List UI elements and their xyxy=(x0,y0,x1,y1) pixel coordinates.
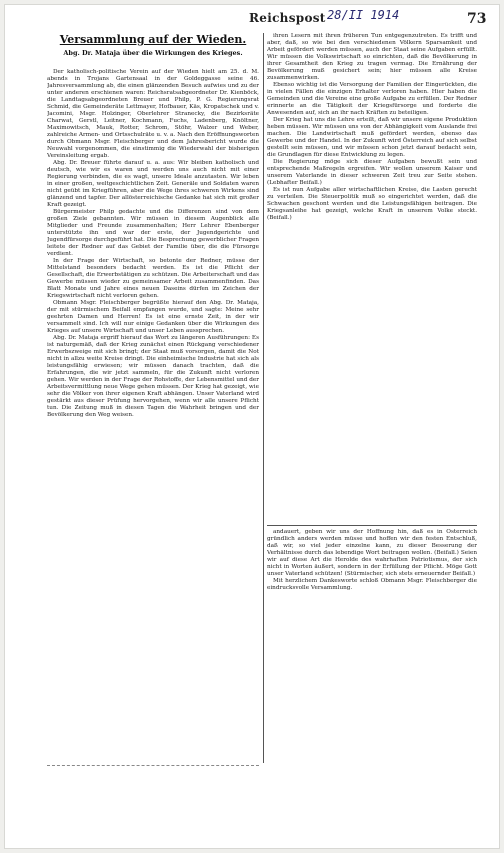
newspaper-name: Reichspost xyxy=(249,11,326,25)
right-column-top xyxy=(267,33,477,523)
paragraph: Die Regierung möge sich dieser Aufgaben bewußt sein und entsprechende Maßregeln ergreifen. Wir wollen unserem Kaiser und unserem Vaterlande in dieser schweren Zeit treu zur Seite stehen. (Lebhafter Beifall.) xyxy=(267,159,477,186)
paragraph: Bürgermeister Philp gedachte und die Differenzen sind von dem großen Ziele gebannten. Wir müssen in diesem Augenblick alle Mitglieder und Freunde zusammenhalten; Herr Lehrer Ebenberger unterstützte ihn und war der erste, der Jugendgerichte und Jugendfürsorge durchgeführt hat. Die Besprechung gewerblicher Fragen leitete der Redner auf das Gebiet der Familie über, die die Fürsorge verdient. xyxy=(47,209,259,257)
handwritten-date: 28/II 1914 xyxy=(327,8,400,22)
paragraph: Ebenso wichtig ist die Versorgung der Familien der Eingerückten, die in vielen Fällen die einzigen Erhalter verloren haben. Hier haben die Gemeinden und die Vereine eine große Aufgabe zu erfüllen. Der Redner erinnerte an die Tätigkeit der Kriegsfürsorge und forderte die Anwesenden auf, sich an ihr nach Kräften zu beteiligen. xyxy=(267,82,477,116)
left-column xyxy=(47,69,259,763)
clipping-edge xyxy=(47,765,259,770)
article-subtitle: Abg. Dr. Mataja über die Wirkungen des Krieges. xyxy=(63,49,243,57)
right-column-bottom xyxy=(267,529,477,634)
paragraph: Abg. Dr. Mataja ergriff hierauf das Wort zu längeren Ausführungen: Es ist naturgemäß, daß der Krieg zunächst einen Rückgang verschiedener Erwerbszweige mit sich bringt; der Staat muß vorsorgen, damit die Not nicht in allzu weite Kreise dringt. Die einheimische Industrie hat sich als leistungsfähig erwiesen; wir müssen danach trachten, daß die Erfahrungen, die wir jetzt sammeln, für die Zukunft nicht verloren gehen. Wir werden in der Frage der Rohstoffe, der Lebensmittel und der Arbeitsvermittlung neue Wege gehen müssen. Der Krieg hat gezeigt, wie sehr die Völker von ihrer eigenen Kraft abhängen. Unser Vaterland wird gestärkt aus dieser Prüfung hervorgehen, wenn wir alle unsere Pflicht tun. Die Zeitung muß in diesen Tagen die Wahrheit bringen und der Bevölkerung den Weg weisen. xyxy=(47,335,259,418)
article-title: Versammlung auf der Wieden. xyxy=(59,33,247,46)
paragraph: Abg. Dr. Breuer führte darauf u. a. aus: Wir bleiben katholisch und deutsch, wie wir es waren und werden uns auch nicht mit einer Regierung verbinden, die es wagt, unsere Ideale anzutasten. Wir leben in einer großen, weltgeschichtlichen Zeit. Generäle und Soldaten waren nicht geübt im Kriegführen, aber die Wege ihres schweren Wirkens sind glänzend und tapfer. Der allösterreichische Gedanke hat sich mit großer Kraft gezeigt. xyxy=(47,160,259,208)
paragraph: andauert, geben wir uns der Hoffnung hin, daß es in Österreich gründlich anders werden müsse und hoffen wir den festen Entschluß, daß wir, so viel jeder einzelne kann, zu dieser Besserung der Verhältnisse durch das lebendige Wort beitragen wollen. (Beifall.) Seien wir auf diese Art die Herolde des wahrhaften Patriotismus, der sich nicht in Worten äußert, sondern in der Erfüllung der Pflicht. Möge Gott unser Vaterland schützen! (Stürmischer, sich stets erneuernder Beifall.) xyxy=(267,529,477,577)
paragraph: Es ist nun Aufgabe aller wirtschaftlichen Kreise, die Lasten gerecht zu verteilen. Die Steuerpolitik muß so eingerichtet werden, daß die Schwachen geschont werden und die Leistungsfähigen beitragen. Die Kriegsanleihe hat gezeigt, welche Kraft in unserem Volke steckt. (Beifall.) xyxy=(267,187,477,221)
column-divider xyxy=(263,33,264,763)
paragraph: Obmann Msgr. Fleischberger begrüßte hierauf den Abg. Dr. Mataja, der mit stürmischem Beifall empfangen wurde, und sagte: Meine sehr geehrten Damen und Herren! Es ist eine ernste Zeit, in der wir versammelt sind. Ich will nur einige Gedanken über die Wirkungen des Krieges auf unsere Wirtschaft und unser Leben aussprechen. xyxy=(47,300,259,334)
paragraph: Mit herzlichem Dankesworte schloß Obmann Msgr. Fleischberger die eindrucksvolle Versammlung. xyxy=(267,578,477,591)
paragraph: Der Krieg hat uns die Lehre erteilt, daß wir unsere eigene Produktion heben müssen. Wir müssen uns von der Abhängigkeit vom Auslande frei machen. Die Landwirtschaft muß gefördert werden, ebenso das Gewerbe und der Handel. In der Zukunft wird Österreich auf sich selbst gestellt sein müssen, und wir müssen schon jetzt darauf bedacht sein, die Grundlagen für diese Entwicklung zu legen. xyxy=(267,117,477,158)
page-number: 73 xyxy=(467,11,487,27)
clipping-sheet xyxy=(4,4,500,849)
paragraph: ihren Lesern mit ihren früheren Tun entgegenzutreten. Es trifft und aber, daß, so wie bei den verschiedenen Völkern Sparsamkeit und Arbeit gefördert werden müssen, auch der Staat seine Aufgaben erfüllt. Wir müssen die Volkswirtschaft so einrichten, daß die Bevölkerung in ihrer Gesamtheit den Krieg zu tragen vermag. Die Ernährung der Bevölkerung muß gesichert sein; hier müssen alle Kreise zusammenwirken. xyxy=(267,33,477,81)
paragraph: Der katholisch-politische Verein auf der Wieden hielt am 25. d. M. abends in Trojans Gartensaal in der Goldeggasse seine 46. Jahresversammlung ab, die einen glänzenden Besuch aufwies und zu der unter anderen erschienen waren: Reichsratsabgeordneter Dr. Kienböck, die Landtagsabgeordneten Breuer und Philp, P. G. Regierungsrat Schmid, die Gemeinderäte Lettmayer, Hofbauer, Käs, Kropatschek und v. Jacomini, Msgr. Holzinger, Oberlehrer Stranecky, die Bezirksräte Charwat, Gerstl, Leitner, Kochmann, Fuchs, Ladenberg, Knöltner, Maximowitsch, Mauk, Rotter, Schrom, Stöhr, Walzer und Weber, zahlreiche Armen- und Ortsschulräte u. v. a. Nach den Eröffnungsworten durch Obmann Msgr. Fleischberger und dem Jahresbericht wurde die Neuwahl vorgenommen, die einstimmig die Wiederwahl der bisherigen Vereinsleitung ergab. xyxy=(47,69,259,159)
paragraph: In der Frage der Wirtschaft, so betonte der Redner, müsse der Mittelstand besonders bedacht werden. Es ist die Pflicht der Gesellschaft, die Erwerbstätigen zu schützen. Die Arbeiterschaft und das Gewerbe müssen wieder zu gemeinsamer Arbeit zusammenfinden. Das Blatt Monate und Jahre eines neuen Daseins dürfen im Zeichen der Kriegswirtschaft nicht verloren gehen. xyxy=(47,258,259,299)
section-divider xyxy=(267,525,477,526)
